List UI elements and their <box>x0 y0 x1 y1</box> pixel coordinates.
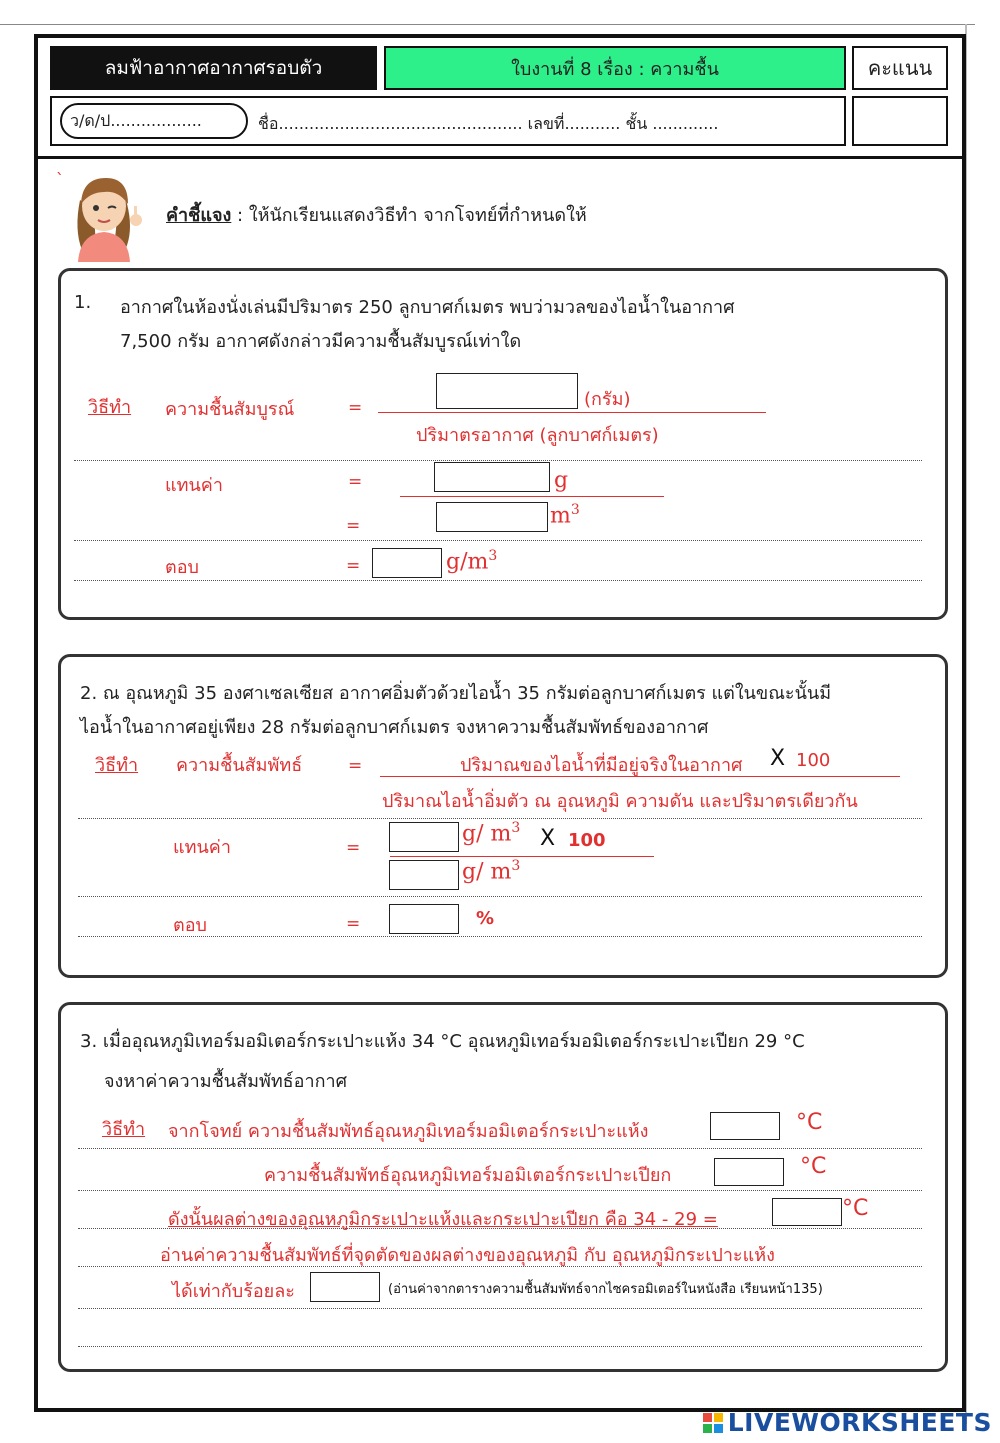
q2-dotted-line-2 <box>78 896 922 897</box>
q3-method-label: วิธีทำ <box>102 1119 146 1140</box>
date-code-pill: ว/ด/ป.................. <box>60 103 248 139</box>
student-info-line: ชื่อ................................................ เลขที่........... ชั้น ............. <box>258 114 719 133</box>
q1-equals-3: = <box>346 516 361 536</box>
q2-hundred-2: 100 <box>568 830 606 851</box>
q1-method-label: วิธีทำ <box>88 397 132 418</box>
q3-given-dry: จากโจทย์ ความชื้นสัมพัทธ์อุณหภูมิเทอร์มอมิเตอร์กระเปาะแห้ง <box>168 1121 649 1142</box>
q1-dotted-line-2 <box>74 540 922 541</box>
q1-equals-2: = <box>348 472 363 492</box>
q2-equals-1: = <box>348 756 363 776</box>
q2-text-line2: ไอน้ำในอากาศอยู่เพียง 28 กรัมต่อลูกบาศก์เมตร จงหาความชื้นสัมพัทธ์ของอากาศ <box>80 717 709 738</box>
header-divider <box>34 156 966 159</box>
q1-formula-name: ความชื้นสัมบูรณ์ <box>165 399 295 420</box>
q3-dotted-line-1 <box>78 1148 922 1149</box>
logo-blocks-icon <box>703 1413 723 1433</box>
q1-answer-unit: $g/m^3$ <box>446 548 498 575</box>
q2-numerator: ปริมาณของไอน้ำที่มีอยู่จริงในอากาศ <box>460 755 743 776</box>
q3-text-line2: จงหาค่าความชื้นสัมพัทธ์อากาศ <box>104 1071 348 1092</box>
q2-dotted-line-1 <box>78 818 922 819</box>
q1-substitute-label: แทนค่า <box>165 475 223 496</box>
q1-answer-input[interactable] <box>372 548 442 578</box>
q1-numerator-input[interactable] <box>436 373 578 409</box>
q2-dotted-line-3 <box>78 936 922 937</box>
q1-answer-label: ตอบ <box>165 557 199 578</box>
q2-unit-1: g/ $m^3$ <box>462 820 521 847</box>
teacher-girl-icon <box>66 170 146 262</box>
q3-text-line1: 3. เมื่ออุณหภูมิเทอร์มอมิเตอร์กระเปาะแห้ง 34 °C อุณหภูมิเทอร์มอมิเตอร์กระเปาะเปียก 29 °C <box>80 1031 805 1052</box>
liveworksheets-logo <box>703 1408 992 1437</box>
q1-equals-1: = <box>348 398 363 418</box>
q3-difference-input[interactable] <box>772 1198 842 1226</box>
q1-number: 1. <box>74 292 92 313</box>
q2-actual-input[interactable] <box>389 822 459 852</box>
q3-wet-input[interactable] <box>714 1158 784 1186</box>
q3-equals-label: ได้เท่ากับร้อยละ <box>172 1281 295 1302</box>
q2-answer-input[interactable] <box>389 904 459 934</box>
q1-mass-input[interactable] <box>434 462 550 492</box>
q3-deg-3: °C <box>842 1196 869 1221</box>
q2-times-1: X <box>770 746 786 771</box>
instruction <box>166 200 587 229</box>
q3-deg-2: °C <box>800 1154 827 1179</box>
brand-text: LIVEWORKSHEETS <box>727 1408 992 1437</box>
q1-numerator-unit: (กรัม) <box>584 389 631 410</box>
q3-answer-input[interactable] <box>310 1272 380 1302</box>
q2-text-line1: 2. ณ อุณหภูมิ 35 องศาเซลเซียส อากาศอิ่มตัวด้วยไอน้ำ 35 กรัมต่อลูกบาศก์เมตร แต่ในขณะนั้นมี <box>80 683 832 704</box>
q2-answer-label: ตอบ <box>173 915 207 936</box>
q1-volume-input[interactable] <box>436 502 548 532</box>
q1-text-line1: อากาศในห้องนั่งเล่นมีปริมาตร 250 ลูกบาศก์เมตร พบว่ามวลของไอน้ำในอากาศ <box>120 297 735 318</box>
q1-text-line2: 7,500 กรัม อากาศดังกล่าวมีความชื้นสัมบูรณ์เท่าใด <box>120 331 522 352</box>
score-label: คะแนน <box>852 46 948 90</box>
q2-formula-name: ความชื้นสัมพัทธ์ <box>176 755 303 776</box>
q3-dotted-line-5 <box>78 1308 922 1309</box>
q1-equals-4: = <box>346 556 361 576</box>
q2-fraction-line <box>380 776 900 777</box>
q2-equals-3: = <box>346 914 361 934</box>
q2-denominator: ปริมาณไอน้ำอิ่มตัว ณ อุณหภูมิ ความดัน และปริมาตรเดียวกัน <box>382 791 858 812</box>
tick-mark: ` <box>56 170 64 189</box>
q1-dotted-line-1 <box>74 460 922 461</box>
q2-hundred-1: 100 <box>796 750 831 771</box>
q3-read-instruction: อ่านค่าความชื้นสัมพัทธ์ที่จุดตัดของผลต่างของอุณหภูมิ กับ อุณหภูมิกระเปาะแห้ง <box>160 1245 775 1266</box>
q1-unit-g: g <box>554 468 569 493</box>
q2-sub-fraction-line <box>390 856 654 857</box>
q2-method-label: วิธีทำ <box>95 755 139 776</box>
instruction-text: : ให้นักเรียนแสดงวิธีทำ จากโจทย์ที่กำหนดให้ <box>231 205 587 226</box>
top-rule <box>0 24 975 25</box>
q3-given-wet: ความชื้นสัมพัทธ์อุณหภูมิเทอร์มอมิเตอร์กระเปาะเปียก <box>264 1165 672 1186</box>
q1-fraction-line <box>378 412 766 413</box>
q3-dotted-line-3 <box>78 1228 922 1229</box>
q1-denominator: ปริมาตรอากาศ (ลูกบาศก์เมตร) <box>416 425 659 446</box>
q3-dotted-line-6 <box>78 1346 922 1347</box>
q2-times-2: X <box>540 826 556 851</box>
instruction-label: คำชี้แจง <box>166 205 232 226</box>
q3-dotted-line-4 <box>78 1266 922 1267</box>
q2-unit-2: g/ $m^3$ <box>462 858 521 885</box>
topic-label: ลมฟ้าอากาศอากาศรอบตัว <box>50 46 377 90</box>
q2-percent: % <box>476 908 495 929</box>
score-input-box[interactable] <box>852 96 948 146</box>
q3-note: (อ่านค่าจากตารางความชื้นสัมพัทธ์จากไซครอมิเตอร์ในหนังสือ เรียนหน้า135) <box>388 1282 823 1297</box>
q3-difference-text: ดังนั้นผลต่างของอุณหภูมิกระเปาะแห้งและกระเปาะเปียก คือ 34 - 29 = <box>168 1209 718 1230</box>
q1-sub-fraction-line <box>400 496 664 497</box>
q2-saturated-input[interactable] <box>389 860 459 890</box>
q3-deg-1: °C <box>796 1110 823 1135</box>
q2-equals-2: = <box>346 838 361 858</box>
q1-unit-m: $m^3$ <box>550 502 580 529</box>
q2-substitute-label: แทนค่า <box>173 837 231 858</box>
q1-dotted-line-3 <box>74 580 922 581</box>
q3-dry-input[interactable] <box>710 1112 780 1140</box>
q3-dotted-line-2 <box>78 1190 922 1191</box>
worksheet-title: ใบงานที่ 8 เรื่อง : ความชื้น <box>384 46 846 90</box>
